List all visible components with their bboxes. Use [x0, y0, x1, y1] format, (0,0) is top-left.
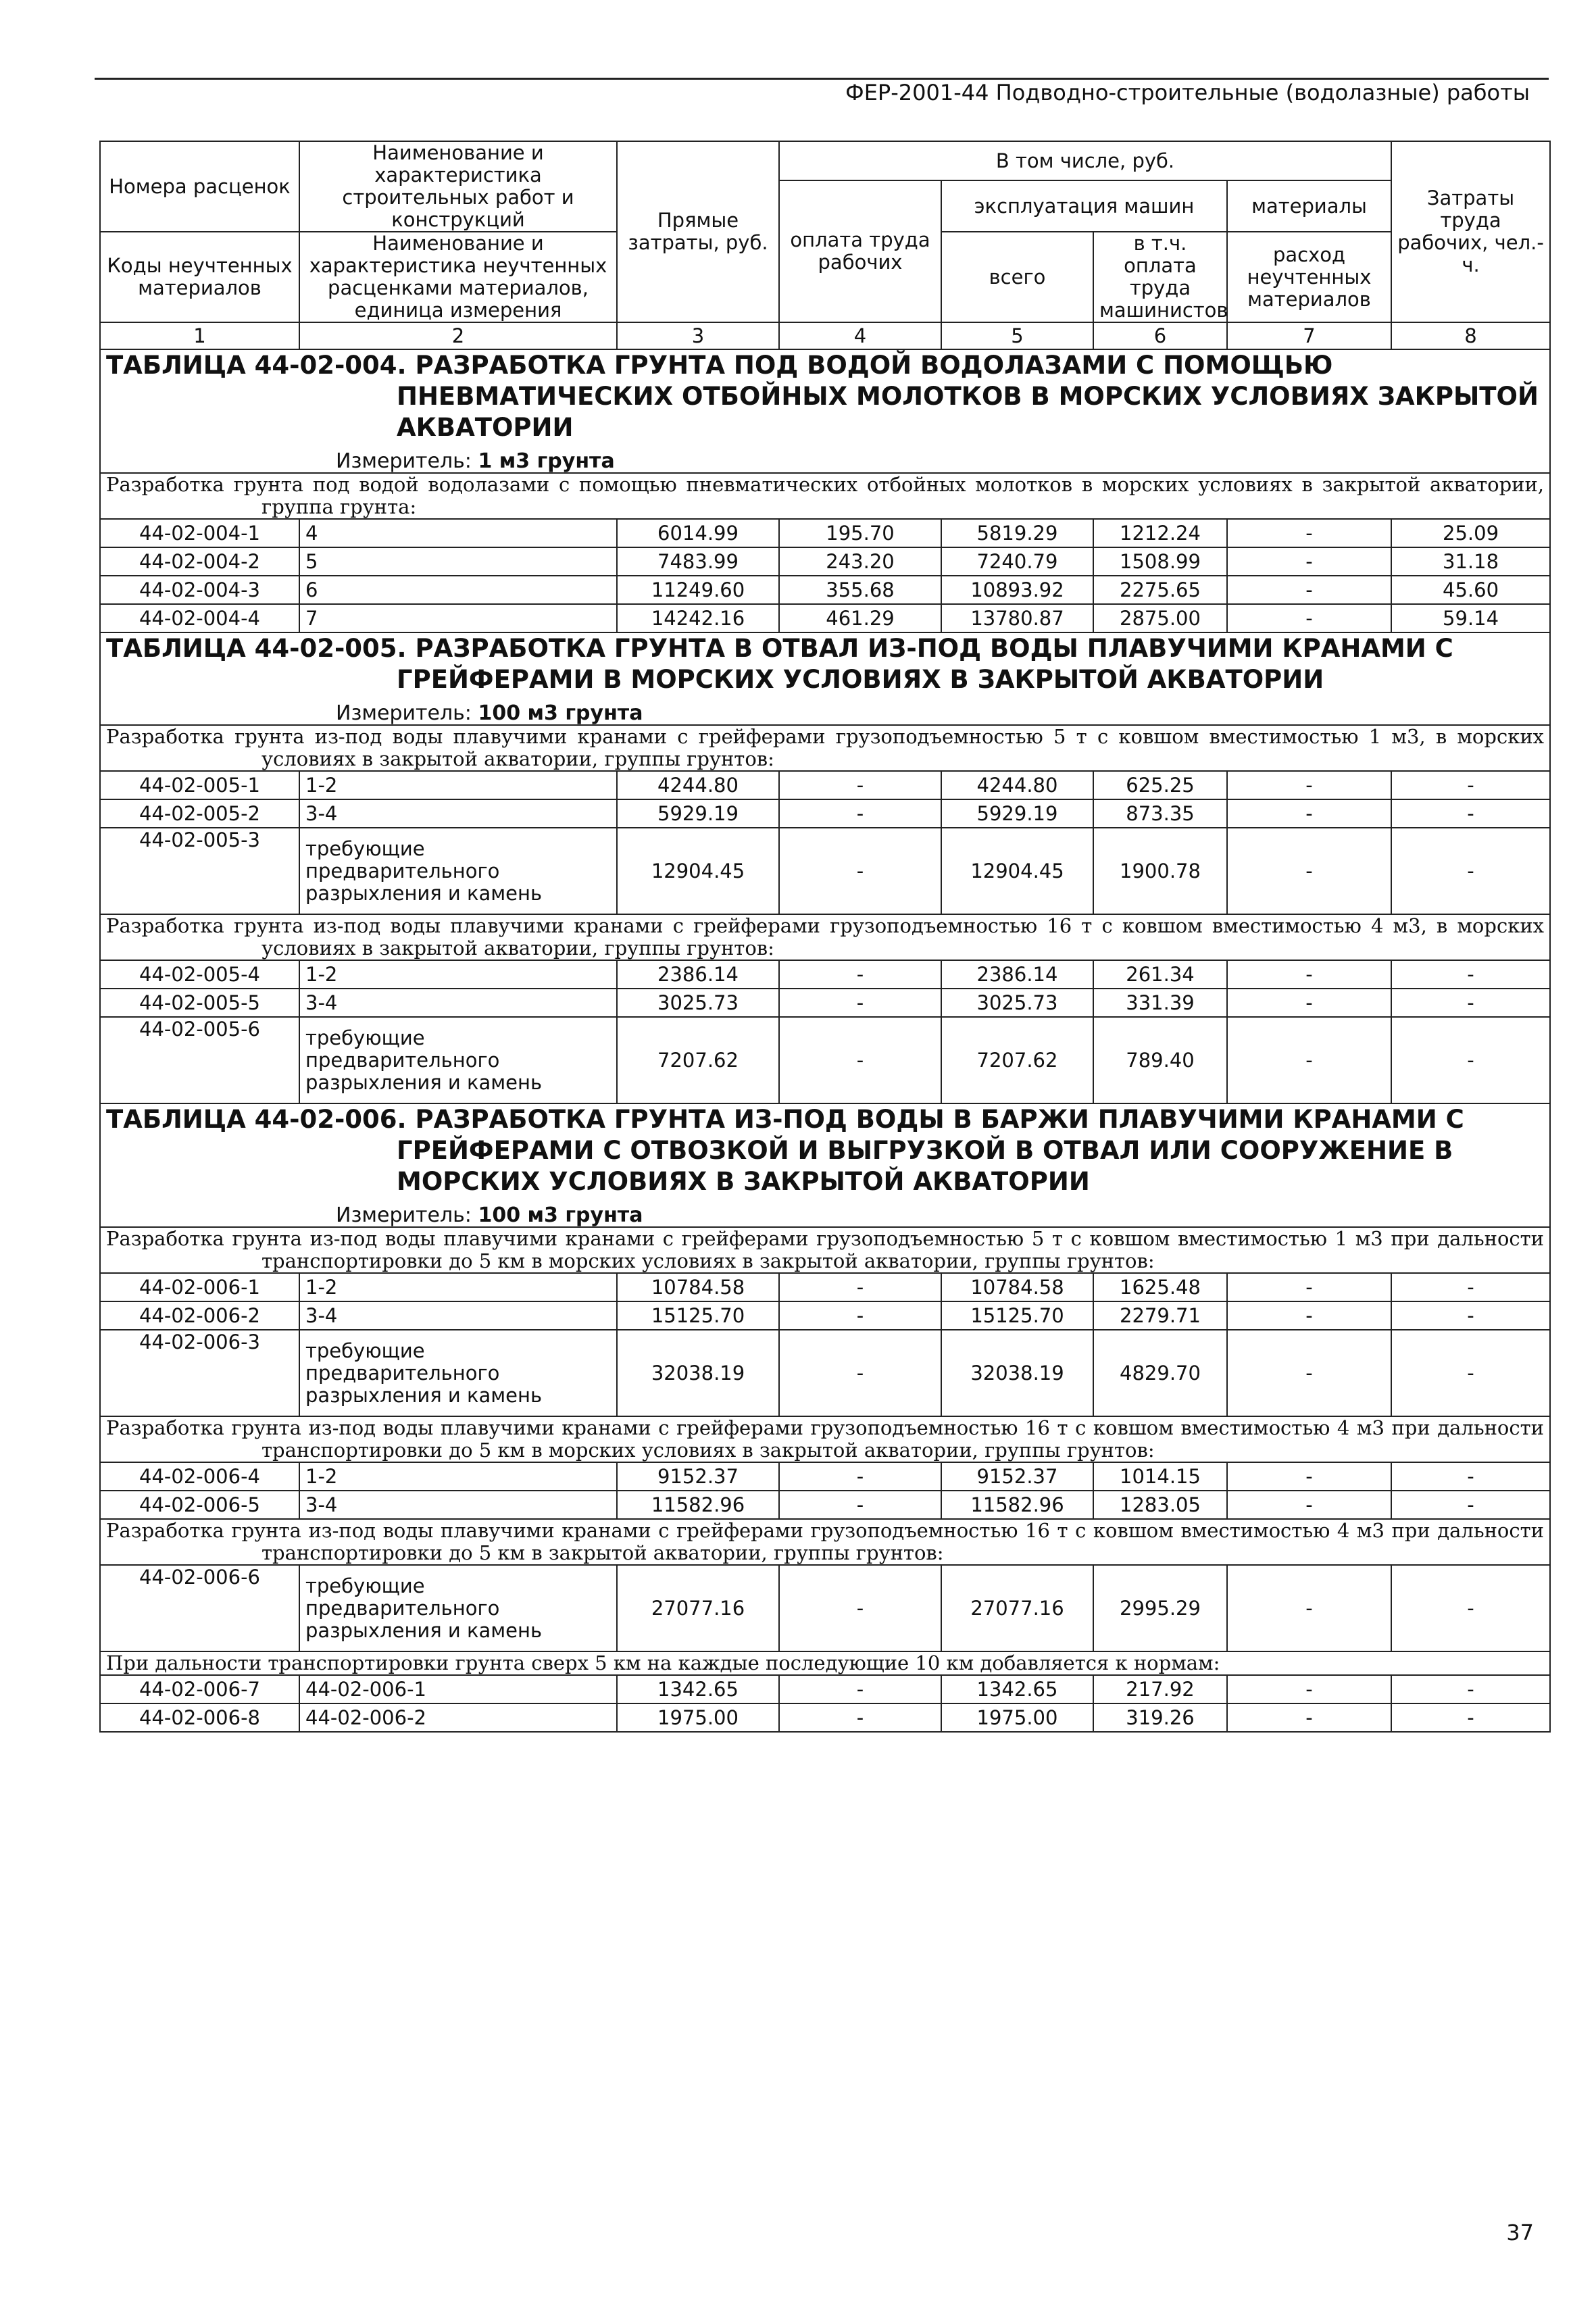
table-title: ТАБЛИЦА 44-02-006. РАЗРАБОТКА ГРУНТА ИЗ-ПОД ВОДЫ В БАРЖИ ПЛАВУЧИМИ КРАНАМИ С ГРЕЙФЕРАМИ С ОТВОЗКОЙ И ВЫГРУЗКОЙ В ОТВАЛ ИЛИ СООРУЖЕНИЕ В МОРСКИХ УСЛОВИЯХ В ЗАКРЫТОЙ АКВАТОРИИ	[106, 1105, 1464, 1196]
table-row	[100, 1675, 1550, 1703]
worker-pay: -	[779, 1462, 941, 1491]
direct-cost: 9152.37	[617, 1462, 779, 1491]
table-heading	[100, 1103, 1550, 1227]
machinist-pay: 1014.15	[1093, 1462, 1227, 1491]
labor-hours: 31.18	[1391, 547, 1550, 576]
direct-cost: 15125.70	[617, 1301, 779, 1330]
materials: -	[1227, 1491, 1391, 1519]
machinist-pay: 1283.05	[1093, 1491, 1227, 1519]
direct-cost: 2386.14	[617, 960, 779, 989]
table-row	[100, 1462, 1550, 1491]
table-heading	[100, 349, 1550, 473]
table-unit	[336, 450, 1544, 472]
labor-hours: -	[1391, 799, 1550, 828]
labor-hours: -	[1391, 1301, 1550, 1330]
worker-pay: 461.29	[779, 604, 941, 632]
header-col3: Прямые затраты, руб.	[617, 141, 779, 322]
table-row	[100, 1017, 1550, 1103]
rate-code: 44-02-006-8	[100, 1703, 299, 1732]
col-number: 2	[299, 322, 617, 349]
worker-pay: 355.68	[779, 576, 941, 604]
rate-code: 44-02-006-3	[100, 1330, 299, 1416]
worker-pay: -	[779, 828, 941, 914]
unit-value: 100 м3 грунта	[478, 1203, 643, 1227]
labor-hours: -	[1391, 960, 1550, 989]
section-heading	[100, 1519, 1550, 1565]
table-row	[100, 519, 1550, 547]
work-description: 7	[299, 604, 617, 632]
rate-code: 44-02-005-1	[100, 771, 299, 799]
direct-cost: 6014.99	[617, 519, 779, 547]
machinist-pay: 217.92	[1093, 1675, 1227, 1703]
unit-value: 100 м3 грунта	[478, 701, 643, 725]
materials: -	[1227, 1273, 1391, 1301]
direct-cost: 1342.65	[617, 1675, 779, 1703]
machinist-pay: 331.39	[1093, 989, 1227, 1017]
section-text: Разработка грунта из-под воды плавучими кранами с грейферами грузоподъемностью 5 т с ковшом вместимостью 1 м3 при дальности транспортировки до 5 км в морских условиях в закрытой акватории, группы грунтов:	[106, 1227, 1545, 1272]
labor-hours: -	[1391, 828, 1550, 914]
materials: -	[1227, 547, 1391, 576]
rate-code: 44-02-004-2	[100, 547, 299, 576]
machines-total: 1975.00	[941, 1703, 1093, 1732]
work-description: 1-2	[299, 1462, 617, 1491]
section-text: Разработка грунта из-под воды плавучими кранами с грейферами грузоподъемностью 16 т с ковшом вместимостью 4 м3, в морских условиях в закрытой акватории, группы грунтов:	[106, 914, 1545, 960]
direct-cost: 12904.45	[617, 828, 779, 914]
materials: -	[1227, 989, 1391, 1017]
table-body	[100, 349, 1550, 1732]
unit-label: Измеритель:	[336, 1203, 472, 1227]
labor-hours: -	[1391, 771, 1550, 799]
machinist-pay: 625.25	[1093, 771, 1227, 799]
work-description: требующие предварительного разрыхления и камень	[299, 1017, 617, 1103]
header-col8: Затраты труда рабочих, чел.-ч.	[1391, 141, 1550, 322]
machinist-pay: 873.35	[1093, 799, 1227, 828]
work-description: 6	[299, 576, 617, 604]
rate-code: 44-02-004-1	[100, 519, 299, 547]
machinist-pay: 2875.00	[1093, 604, 1227, 632]
direct-cost: 10784.58	[617, 1273, 779, 1301]
header-col2-bottom: Наименование и характеристика неучтенных расценками материалов, единица измерения	[299, 232, 617, 322]
direct-cost: 14242.16	[617, 604, 779, 632]
table-heading	[100, 632, 1550, 725]
worker-pay: -	[779, 1703, 941, 1732]
labor-hours: -	[1391, 1565, 1550, 1651]
table-row	[100, 989, 1550, 1017]
table-row	[100, 547, 1550, 576]
header-materials: материалы	[1227, 180, 1391, 232]
machines-total: 4244.80	[941, 771, 1093, 799]
machines-total: 1342.65	[941, 1675, 1093, 1703]
machines-total: 11582.96	[941, 1491, 1093, 1519]
table-title: ТАБЛИЦА 44-02-005. РАЗРАБОТКА ГРУНТА В ОТВАЛ ИЗ-ПОД ВОДЫ ПЛАВУЧИМИ КРАНАМИ С ГРЕЙФЕРАМИ В МОРСКИХ УСЛОВИЯХ В ЗАКРЫТОЙ АКВАТОРИИ	[106, 634, 1453, 694]
machines-total: 32038.19	[941, 1330, 1093, 1416]
rate-code: 44-02-004-3	[100, 576, 299, 604]
header-col6: в т.ч. оплата труда машинистов	[1093, 232, 1227, 322]
worker-pay: 243.20	[779, 547, 941, 576]
labor-hours: -	[1391, 989, 1550, 1017]
machines-total: 2386.14	[941, 960, 1093, 989]
unit-value: 1 м3 грунта	[478, 449, 615, 473]
rates-table	[99, 141, 1551, 1733]
header-rule	[95, 78, 1549, 80]
section-heading	[100, 1416, 1550, 1462]
table-unit	[336, 702, 1544, 724]
labor-hours: -	[1391, 1703, 1550, 1732]
direct-cost: 32038.19	[617, 1330, 779, 1416]
materials: -	[1227, 604, 1391, 632]
direct-cost: 1975.00	[617, 1703, 779, 1732]
worker-pay: -	[779, 1565, 941, 1651]
col-number: 8	[1391, 322, 1550, 349]
machines-total: 13780.87	[941, 604, 1093, 632]
labor-hours: -	[1391, 1462, 1550, 1491]
work-description: 1-2	[299, 1273, 617, 1301]
labor-hours: -	[1391, 1017, 1550, 1103]
header-col1-top: Номера расценок	[100, 141, 299, 232]
machinist-pay: 2279.71	[1093, 1301, 1227, 1330]
work-description: 1-2	[299, 771, 617, 799]
machines-total: 5929.19	[941, 799, 1093, 828]
machines-total: 10784.58	[941, 1273, 1093, 1301]
section-heading	[100, 725, 1550, 771]
header-col5: всего	[941, 232, 1093, 322]
machinist-pay: 261.34	[1093, 960, 1227, 989]
table-row	[100, 1703, 1550, 1732]
worker-pay: -	[779, 1017, 941, 1103]
labor-hours: 25.09	[1391, 519, 1550, 547]
machines-total: 5819.29	[941, 519, 1093, 547]
machinist-pay: 2275.65	[1093, 576, 1227, 604]
col-number: 5	[941, 322, 1093, 349]
work-description: 3-4	[299, 1491, 617, 1519]
col-number: 4	[779, 322, 941, 349]
labor-hours: -	[1391, 1273, 1550, 1301]
work-description: 5	[299, 547, 617, 576]
machines-total: 7207.62	[941, 1017, 1093, 1103]
work-description: требующие предварительного разрыхления и камень	[299, 828, 617, 914]
work-description: 1-2	[299, 960, 617, 989]
section-text: Разработка грунта из-под воды плавучими кранами с грейферами грузоподъемностью 5 т с ковшом вместимостью 1 м3, в морских условиях в закрытой акватории, группы грунтов:	[106, 725, 1545, 770]
materials: -	[1227, 1301, 1391, 1330]
materials: -	[1227, 1017, 1391, 1103]
rate-code: 44-02-005-6	[100, 1017, 299, 1103]
worker-pay: -	[779, 989, 941, 1017]
work-description: 44-02-006-1	[299, 1675, 617, 1703]
machinist-pay: 1900.78	[1093, 828, 1227, 914]
table-row	[100, 1273, 1550, 1301]
worker-pay: -	[779, 1273, 941, 1301]
materials: -	[1227, 519, 1391, 547]
machinist-pay: 2995.29	[1093, 1565, 1227, 1651]
rate-code: 44-02-006-7	[100, 1675, 299, 1703]
worker-pay: 195.70	[779, 519, 941, 547]
rate-code: 44-02-005-2	[100, 799, 299, 828]
materials: -	[1227, 1330, 1391, 1416]
materials: -	[1227, 960, 1391, 989]
table-title: ТАБЛИЦА 44-02-004. РАЗРАБОТКА ГРУНТА ПОД ВОДОЙ ВОДОЛАЗАМИ С ПОМОЩЬЮ ПНЕВМАТИЧЕСКИХ ОТБОЙНЫХ МОЛОТКОВ В МОРСКИХ УСЛОВИЯХ ЗАКРЫТОЙ АКВАТОРИИ	[106, 351, 1539, 442]
table-row	[100, 1491, 1550, 1519]
page-number: 37	[1506, 2220, 1534, 2245]
col-number: 7	[1227, 322, 1391, 349]
direct-cost: 11249.60	[617, 576, 779, 604]
table-row	[100, 576, 1550, 604]
header-col4: оплата труда рабочих	[779, 180, 941, 322]
labor-hours: -	[1391, 1330, 1550, 1416]
table-row	[100, 771, 1550, 799]
materials: -	[1227, 1565, 1391, 1651]
machinist-pay: 1508.99	[1093, 547, 1227, 576]
machines-total: 10893.92	[941, 576, 1093, 604]
rate-code: 44-02-005-3	[100, 828, 299, 914]
table-row	[100, 1301, 1550, 1330]
materials: -	[1227, 1675, 1391, 1703]
machinist-pay: 1212.24	[1093, 519, 1227, 547]
header-machines: эксплуатация машин	[941, 180, 1227, 232]
rate-code: 44-02-004-4	[100, 604, 299, 632]
worker-pay: -	[779, 771, 941, 799]
section-text: Разработка грунта под водой водолазами с помощью пневматических отбойных молотков в морских условиях в закрытой акватории, группа грунта:	[106, 473, 1545, 518]
direct-cost: 7483.99	[617, 547, 779, 576]
direct-cost: 5929.19	[617, 799, 779, 828]
section-text: Разработка грунта из-под воды плавучими кранами с грейферами грузоподъемностью 16 т с ковшом вместимостью 4 м3 при дальности транспортировки до 5 км в морских условиях в закрытой акватории, группы грунтов:	[106, 1416, 1545, 1462]
machines-total: 12904.45	[941, 828, 1093, 914]
labor-hours: -	[1391, 1675, 1550, 1703]
worker-pay: -	[779, 1330, 941, 1416]
materials: -	[1227, 576, 1391, 604]
direct-cost: 27077.16	[617, 1565, 779, 1651]
section-heading	[100, 914, 1550, 960]
rate-code: 44-02-006-2	[100, 1301, 299, 1330]
machinist-pay: 4829.70	[1093, 1330, 1227, 1416]
direct-cost: 7207.62	[617, 1017, 779, 1103]
materials: -	[1227, 828, 1391, 914]
machinist-pay: 319.26	[1093, 1703, 1227, 1732]
work-description: требующие предварительного разрыхления и камень	[299, 1330, 617, 1416]
materials: -	[1227, 1462, 1391, 1491]
header-col1-bottom: Коды неучтенных материалов	[100, 232, 299, 322]
rate-code: 44-02-006-6	[100, 1565, 299, 1651]
header-col7: расход неучтенных материалов	[1227, 232, 1391, 322]
work-description: требующие предварительного разрыхления и камень	[299, 1565, 617, 1651]
rate-code: 44-02-006-1	[100, 1273, 299, 1301]
materials: -	[1227, 1703, 1391, 1732]
materials: -	[1227, 771, 1391, 799]
rate-code: 44-02-005-4	[100, 960, 299, 989]
materials: -	[1227, 799, 1391, 828]
machines-total: 27077.16	[941, 1565, 1093, 1651]
labor-hours: 59.14	[1391, 604, 1550, 632]
work-description: 3-4	[299, 1301, 617, 1330]
table-row	[100, 828, 1550, 914]
section-text: При дальности транспортировки грунта сверх 5 км на каждые последующие 10 км добавляется к нормам:	[106, 1651, 1220, 1674]
direct-cost: 11582.96	[617, 1491, 779, 1519]
machines-total: 9152.37	[941, 1462, 1093, 1491]
work-description: 3-4	[299, 799, 617, 828]
worker-pay: -	[779, 960, 941, 989]
section-heading	[100, 1227, 1550, 1273]
header-group: В том числе, руб.	[779, 141, 1391, 180]
rate-code: 44-02-005-5	[100, 989, 299, 1017]
labor-hours: -	[1391, 1491, 1550, 1519]
table-unit	[336, 1204, 1544, 1226]
header-col2-top: Наименование и характеристика строительных работ и конструкций	[299, 141, 617, 232]
unit-label: Измеритель:	[336, 701, 472, 725]
unit-label: Измеритель:	[336, 449, 472, 473]
machines-total: 7240.79	[941, 547, 1093, 576]
table-row	[100, 1330, 1550, 1416]
machines-total: 3025.73	[941, 989, 1093, 1017]
table-row	[100, 1565, 1550, 1651]
col-number: 6	[1093, 322, 1227, 349]
table-row	[100, 604, 1550, 632]
rate-code: 44-02-006-5	[100, 1491, 299, 1519]
work-description: 4	[299, 519, 617, 547]
col-number: 3	[617, 322, 779, 349]
labor-hours: 45.60	[1391, 576, 1550, 604]
section-heading	[100, 1651, 1550, 1675]
direct-cost: 3025.73	[617, 989, 779, 1017]
worker-pay: -	[779, 1675, 941, 1703]
worker-pay: -	[779, 1301, 941, 1330]
table-row	[100, 799, 1550, 828]
work-description: 44-02-006-2	[299, 1703, 617, 1732]
direct-cost: 4244.80	[617, 771, 779, 799]
running-header: ФЕР-2001-44 Подводно-строительные (водолазные) работы	[845, 80, 1530, 105]
table-row	[100, 960, 1550, 989]
machines-total: 15125.70	[941, 1301, 1093, 1330]
rate-code: 44-02-006-4	[100, 1462, 299, 1491]
machinist-pay: 1625.48	[1093, 1273, 1227, 1301]
work-description: 3-4	[299, 989, 617, 1017]
section-text: Разработка грунта из-под воды плавучими кранами с грейферами грузоподъемностью 16 т с ковшом вместимостью 4 м3 при дальности транспортировки до 5 км в закрытой акватории, группы грунтов:	[106, 1519, 1545, 1564]
section-heading	[100, 473, 1550, 519]
worker-pay: -	[779, 799, 941, 828]
machinist-pay: 789.40	[1093, 1017, 1227, 1103]
worker-pay: -	[779, 1491, 941, 1519]
col-number: 1	[100, 322, 299, 349]
